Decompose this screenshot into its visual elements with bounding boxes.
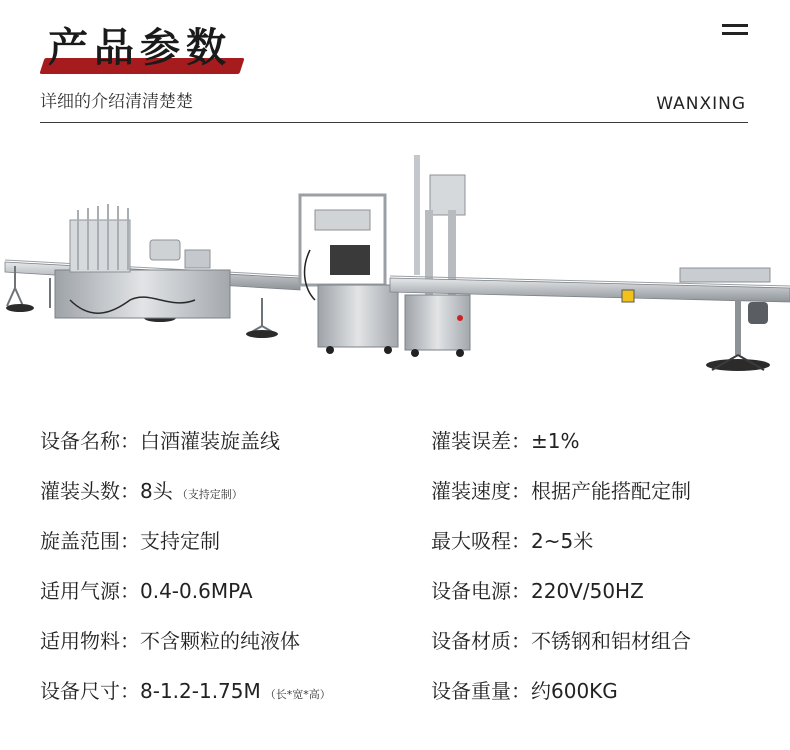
spec-row: [40, 574, 760, 608]
spec-materials: 适用物料：不含颗粒的纯液体: [40, 629, 300, 653]
spec-weight: 设备重量：约600KG: [431, 679, 618, 703]
spec-row: [40, 424, 760, 458]
machine-photo: [0, 150, 790, 395]
filling-unit: [55, 204, 230, 318]
spec-equipment-name: 设备名称：白酒灌装旋盖线: [40, 429, 280, 453]
spec-power-supply: 设备电源：220V/50HZ: [431, 579, 644, 603]
menu-icon[interactable]: [722, 24, 748, 36]
spec-equipment-material: 设备材质：不锈钢和铝材组合: [431, 629, 691, 653]
spec-note: （支持定制）: [176, 488, 243, 501]
spec-filling-heads: 灌装头数：8头 （支持定制）: [40, 479, 243, 503]
spec-filling-error: 灌装误差：±1%: [431, 429, 580, 453]
spec-capping-range: 旋盖范围：支持定制: [40, 529, 220, 553]
cap-feeder-column: [405, 155, 470, 357]
spec-max-suction: 最大吸程：2~5米: [431, 529, 594, 553]
spec-dimensions: 设备尺寸：8-1.2-1.75M （长*宽*高）: [40, 679, 331, 703]
brand-name: WANXING: [656, 94, 746, 114]
header-divider: [40, 122, 748, 123]
page-subtitle: 详细的介绍清清楚楚: [40, 92, 193, 112]
spec-note: （长*宽*高）: [264, 688, 331, 701]
page-header: [0, 0, 790, 130]
spec-row: [40, 524, 760, 558]
spec-row: [40, 674, 760, 708]
spec-filling-speed: 灌装速度：根据产能搭配定制: [431, 479, 691, 503]
page-title: 产品参数: [48, 24, 232, 71]
spec-row: [40, 624, 760, 658]
spec-row: [40, 474, 760, 508]
spec-air-source: 适用气源：0.4-0.6MPA: [40, 579, 253, 603]
capping-machine: [300, 195, 398, 354]
